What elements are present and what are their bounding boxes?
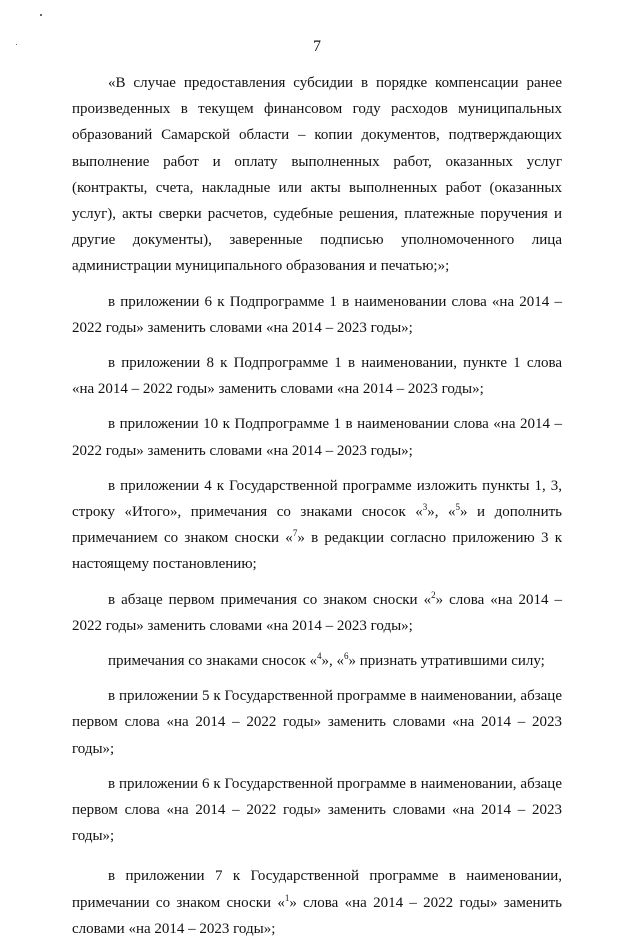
paragraph-text: » слова «на 2014 – 2022 годы» заменить словами «на 2014 – 2023 годы»; bbox=[72, 591, 562, 634]
paragraph-footnote-2 bbox=[72, 587, 562, 639]
paragraph-appendix-5-program bbox=[72, 683, 562, 762]
paragraph-appendix-4-program bbox=[72, 473, 562, 578]
footnote-mark: 1 bbox=[284, 892, 290, 903]
paragraph-text: в приложении 10 к Подпрограмме 1 в наименовании слова «на 2014 – 2022 годы» заменить словами «на 2014 – 2023 годы»; bbox=[72, 416, 562, 459]
footnote-mark: 2 bbox=[431, 589, 436, 600]
paragraph-text: » признать утратившими силу; bbox=[348, 653, 545, 670]
scan-speck bbox=[40, 14, 42, 16]
paragraph-text: » в редакции согласно приложению 3 к настоящему постановлению; bbox=[72, 530, 562, 573]
paragraph-text: примечания со знаками сносок « bbox=[108, 653, 317, 670]
paragraph-text: » слова «на 2014 – 2022 годы» заменить словами «на 2014 – 2023 годы»; bbox=[72, 894, 562, 937]
paragraph-text: » и дополнить примечанием со знаком сноски « bbox=[72, 504, 562, 547]
paragraph-footnotes-4-6 bbox=[72, 648, 562, 674]
paragraph-text: в приложении 8 к Подпрограмме 1 в наименовании, пункте 1 слова «на 2014 – 2022 годы» заменить словами «на 2014 – 2023 годы»; bbox=[72, 355, 562, 398]
paragraph-text: », « bbox=[427, 504, 456, 521]
paragraph-text: », « bbox=[321, 653, 344, 670]
paragraph-quote-subsidy bbox=[72, 70, 562, 280]
paragraph-text: в абзаце первом примечания со знаком сноски « bbox=[108, 591, 432, 608]
paragraph-appendix-8-subprogram bbox=[72, 350, 562, 402]
paragraph-text: в приложении 7 к Государственной программе в наименовании, примечании со знаком сноски « bbox=[72, 868, 562, 911]
paragraph-text: в приложении 6 к Государственной программе в наименовании, абзаце первом слова «на 2014 – 2022 годы» заменить словами «на 2014 – 2023 годы»; bbox=[72, 775, 562, 845]
page-number: 7 bbox=[313, 38, 321, 55]
paragraph-text: в приложении 6 к Подпрограмме 1 в наименовании слова «на 2014 – 2022 годы» заменить словами «на 2014 – 2023 годы»; bbox=[72, 293, 562, 336]
footnote-mark: 6 bbox=[344, 651, 349, 662]
footnote-mark: 4 bbox=[317, 651, 322, 662]
paragraph-appendix-10-subprogram bbox=[72, 411, 562, 463]
paragraph-text: в приложении 4 к Государственной программе изложить пункты 1, 3, строку «Итого», примечания со знаками сносок « bbox=[72, 477, 562, 521]
paragraph-appendix-6-subprogram bbox=[72, 289, 562, 341]
paragraph-appendix-6-program bbox=[72, 771, 562, 850]
paragraph-text: в приложении 5 к Государственной программе в наименовании, абзаце первом слова «на 2014 – 2022 годы» заменить словами «на 2014 – 2023 годы»; bbox=[72, 688, 562, 757]
footnote-mark: 3 bbox=[422, 502, 428, 513]
footnote-mark: 5 bbox=[455, 502, 461, 513]
paragraph-text: «В случае предоставления субсидии в порядке компенсации ранее произведенных в текущем финансовом году расходов муниципальных образований Самарской области – копии документов, подтверждающих выполнение работ и оплату выполненных работ, оказанных услуг (контракты, счета, накладные или акты выполненных работ (оказанных услуг), акты сверки расчетов, судебные решения, платежные поручения и другие документы), заверенные подписью уполномоченного лица администрации муниципального образования и печатью;»; bbox=[72, 75, 562, 275]
document-body bbox=[72, 70, 562, 942]
footnote-mark: 7 bbox=[292, 528, 298, 539]
paragraph-appendix-7-program bbox=[72, 863, 562, 942]
